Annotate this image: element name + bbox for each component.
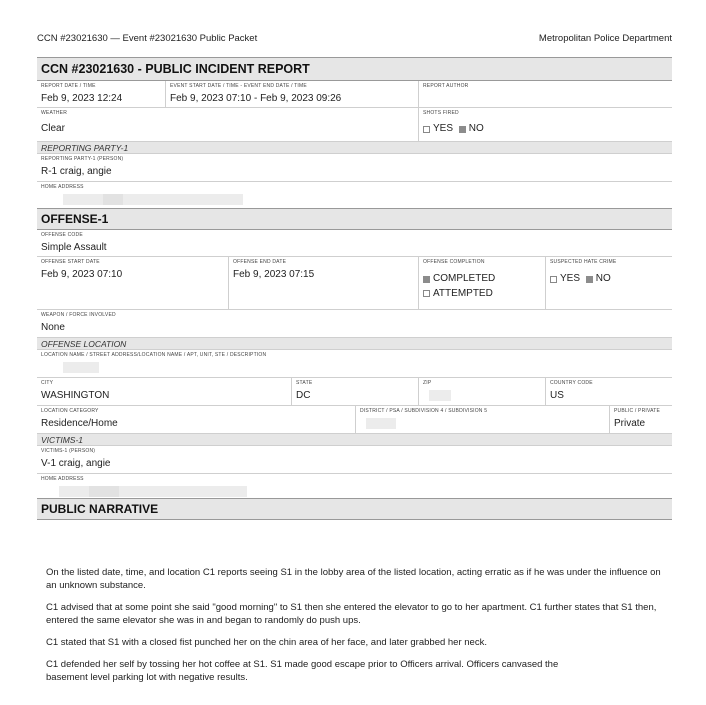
offense-start-field: OFFENSE START DATE Feb 9, 2023 07:10 xyxy=(37,257,228,309)
weather-field: WEATHER Clear xyxy=(37,108,418,141)
reporting-party-address-field: HOME ADDRESS xyxy=(37,182,672,208)
completed-checkbox xyxy=(423,276,430,283)
packet-title: CCN #23021630 — Event #23021630 Public Packet xyxy=(37,33,258,44)
location-category-field: LOCATION CATEGORY Residence/Home xyxy=(37,406,355,433)
public-private: Private xyxy=(614,418,646,429)
narrative-paragraph: C1 advised that at some point she said "good morning" to S1 then she entered the elevator to go to her apartment. C1 further states that S1 then, entered the same elevator she was in and began to randomly do push ups. xyxy=(46,602,657,626)
district-field: DISTRICT / PSA / SUBDIVISION 4 / SUBDIVISION 5 xyxy=(355,406,609,433)
state-field: STATE DC xyxy=(291,378,418,405)
offense-start: Feb 9, 2023 07:10 xyxy=(41,269,123,280)
narrative-header: PUBLIC NARRATIVE xyxy=(37,498,672,520)
redacted-block xyxy=(366,418,396,429)
event-dates-field: EVENT START DATE / TIME - EVENT END DATE / TIME Feb 9, 2023 07:10 - Feb 9, 2023 09:26 xyxy=(165,81,418,107)
incident-report xyxy=(37,57,672,520)
shots-yes-checkbox xyxy=(423,126,430,133)
narrative-paragraph: C1 defended her self by tossing her hot coffee at S1. S1 made good escape prior to Officers arrival. Officers canvased the basement level parking lot with negative results. xyxy=(46,659,559,683)
offense-completion-field: OFFENSE COMPLETION COMPLETED ATTEMPTED xyxy=(418,257,545,309)
narrative-paragraph: On the listed date, time, and location C1 reports seeing S1 in the lobby area of the listed location, acting erratic as if he was under the influence on an unknown substance. xyxy=(46,567,661,591)
public-narrative xyxy=(46,566,668,693)
location-name-field: LOCATION NAME / STREET ADDRESS/LOCATION NAME / APT, UNIT, STE / DESCRIPTION xyxy=(37,350,672,377)
reporting-party-header: REPORTING PARTY-1 xyxy=(37,142,672,154)
hate-crime-field: SUSPECTED HATE CRIME YES NO xyxy=(545,257,672,309)
event-dates: Feb 9, 2023 07:10 - Feb 9, 2023 09:26 xyxy=(170,93,342,104)
shots-fired-field: SHOTS FIRED YES NO xyxy=(418,108,672,141)
weapon-field: WEAPON / FORCE INVOLVED None xyxy=(37,310,672,337)
weapon: None xyxy=(41,322,65,333)
report-date: Feb 9, 2023 12:24 xyxy=(41,93,123,104)
offense-end-field: OFFENSE END DATE Feb 9, 2023 07:15 xyxy=(228,257,418,309)
zip-field: ZIP xyxy=(418,378,545,405)
country-field: COUNTRY CODE US xyxy=(545,378,672,405)
redacted-block xyxy=(59,486,89,497)
agency-name: Metropolitan Police Department xyxy=(538,33,672,44)
city-field: CITY WASHINGTON xyxy=(37,378,291,405)
offense-code: Simple Assault xyxy=(41,242,107,253)
redacted-block xyxy=(123,194,243,205)
reporting-party-field: REPORTING PARTY-1 (PERSON) R-1 craig, angie xyxy=(37,154,672,181)
redacted-block xyxy=(119,486,247,497)
redacted-block xyxy=(63,362,99,373)
hate-yes-checkbox xyxy=(550,276,557,283)
shots-no-checkbox xyxy=(459,126,466,133)
city: WASHINGTON xyxy=(41,390,110,401)
report-date-field: REPORT DATE / TIME Feb 9, 2023 12:24 xyxy=(37,81,165,107)
country: US xyxy=(550,390,564,401)
attempted-checkbox xyxy=(423,290,430,297)
victim-address-field: HOME ADDRESS xyxy=(37,474,672,498)
hate-no-checkbox xyxy=(586,276,593,283)
reporting-party-name: R-1 craig, angie xyxy=(41,166,112,177)
victim-name: V-1 craig, angie xyxy=(41,458,111,469)
redacted-block xyxy=(103,194,123,205)
location-category: Residence/Home xyxy=(41,418,118,429)
redacted-block xyxy=(429,390,451,401)
state: DC xyxy=(296,390,311,401)
offense-end: Feb 9, 2023 07:15 xyxy=(233,269,315,280)
narrative-paragraph: C1 stated that S1 with a closed fist punched her on the chin area of her face, and later grabbed her neck. xyxy=(46,637,487,648)
page-header xyxy=(37,33,672,49)
victims-header: VICTIMS-1 xyxy=(37,434,672,446)
weather: Clear xyxy=(41,123,65,134)
victim-field: VICTIMS-1 (PERSON) V-1 craig, angie xyxy=(37,446,672,473)
report-title: CCN #23021630 - PUBLIC INCIDENT REPORT xyxy=(37,57,672,81)
redacted-block xyxy=(63,194,103,205)
offense-code-field: OFFENSE CODE Simple Assault xyxy=(37,230,672,256)
offense-location-header: OFFENSE LOCATION xyxy=(37,338,672,350)
offense-header: OFFENSE-1 xyxy=(37,208,672,230)
report-author-field: REPORT AUTHOR xyxy=(418,81,672,107)
public-private-field: PUBLIC / PRIVATE Private xyxy=(609,406,672,433)
redacted-block xyxy=(89,486,119,497)
